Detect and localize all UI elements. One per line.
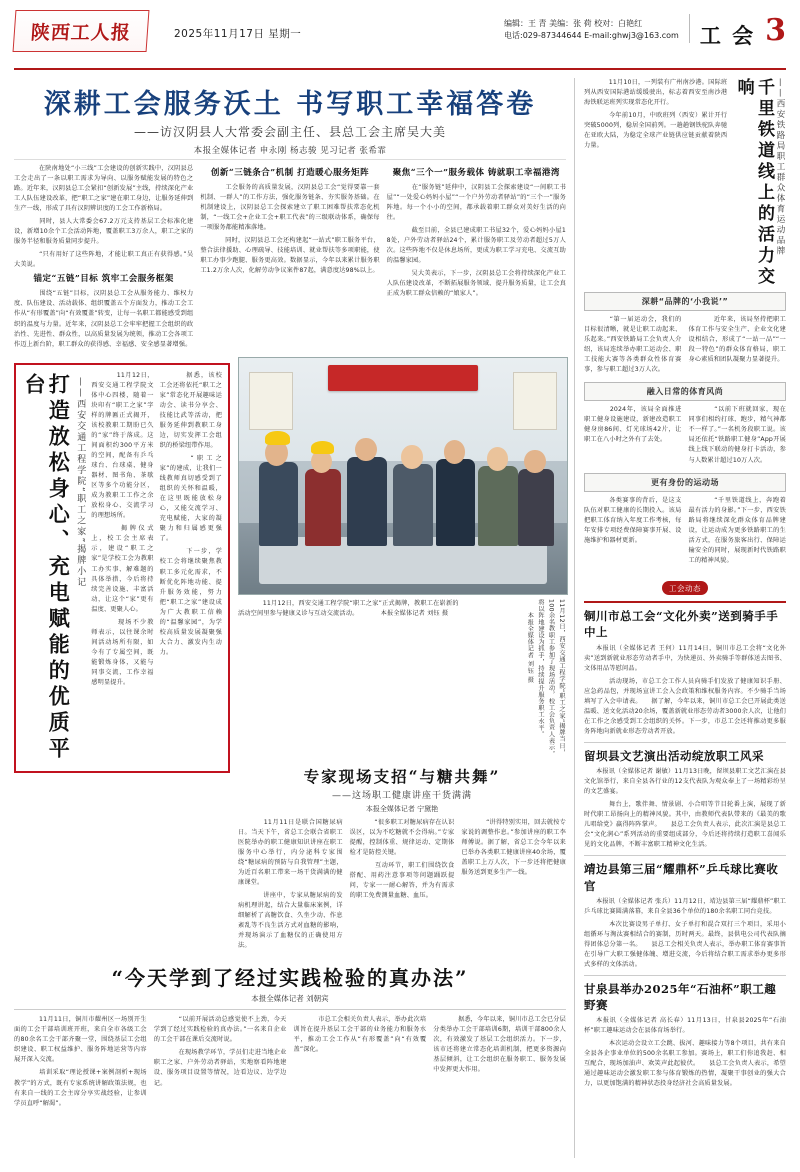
lead-c2-p2: 同时，汉阴县总工会还构建起“一站式”职工服务平台，整合法律援助、心理疏导、技能培训、就业帮扶等多项职能，使职工办事少跑腿、服务更高效。数据显示，今年以来累计服务职工1.2万余人次，化解劳动争议案件87起，满意度达98%以上。 — [200, 237, 380, 275]
feature-title: 打造放松身心、充电赋能的优质平台 — [22, 372, 72, 763]
lead-box1-title: 锚定“五链”目标 筑牢工会服务框架 — [33, 274, 174, 285]
news-byline: 本报讯（全媒体记者 谢敏）11月13日晚，留坝县职工文艺汇演在县文化馆举行，来自全县各行业的12支代表队为观众奉上了一场精彩纷呈的文艺盛宴。 — [584, 768, 786, 796]
masthead-right — [504, 14, 786, 50]
credits-line-1: 编辑：王 青 美编：张 荷 校对：白艳红 — [504, 19, 643, 28]
union-dynamics-badge: 工会动态 — [662, 581, 708, 595]
right-subhead-3: 更有身份的运动场 — [584, 473, 786, 492]
bottom-p3: “以前开展活动总感觉使不上劲，今天学到了经过实践检验的真办法。”一名来自企业的工会干部在课后交流时说。 — [153, 1016, 287, 1044]
photo-and-mid — [238, 357, 566, 955]
lead-headline: 深耕工会服务沃土 书写职工幸福答卷 — [43, 89, 537, 120]
news-body — [584, 897, 786, 970]
bottom-article-columns — [14, 1015, 566, 1111]
bottom-p5: 市总工会相关负责人表示，举办此次培训旨在提升基层工会干部的业务能力和服务水平，推动工会工作从“有形覆盖”向“有效覆盖”深化。 — [293, 1016, 427, 1054]
bottom-article-title: “今天学到了经过实践检验的真办法” — [111, 966, 469, 991]
right-subhead-2: 融入日常的体育风尚 — [584, 382, 786, 401]
lead-subheadline: ——访汉阴县人大常委会副主任、县总工会主席吴大美 — [133, 125, 446, 139]
main-column — [14, 78, 574, 1158]
right-top-article — [584, 78, 786, 288]
right-vertical-title-wrap — [733, 78, 786, 288]
divider-red — [584, 601, 786, 603]
mid-p1: 11月11日是联合国糖尿病日。当天下午，省总工会联合省职工医院举办的职工健康知识讲座在职工服务中心举行，内分泌科专家围绕“糖尿病的预防与自我管理”主题，为近百名职工带来一场干货满满的健康课堂。 — [238, 818, 343, 886]
newspaper-page — [0, 10, 800, 1172]
news-body — [584, 1016, 786, 1089]
news-title: 铜川市总工会“文化外卖”送到骑手手中上 — [584, 609, 779, 640]
news-byline: 本报讯（全媒体记者 张兵）11月12日，靖边县第三届“耀鼎杯”职工乒乓球比赛圆满落幕，来自全县36个单位的180余名职工同台竞技。 — [584, 897, 786, 915]
right-sec1-cols — [584, 315, 786, 378]
right-article-subtitle: ——西安铁路局职工群众体育运动品牌 — [775, 78, 785, 257]
lead-p1: 在陕南地处“小三线”工会建设的创新实践中，汉阴县总工会走出了一条以职工需求为导向、以服务赋能发展的特色之路。近年来，汉阴县总工会紧扣“创新发展”主线，持续深化产业工人队伍建设改革，把“职工之家”建在职工身边，让服务延伸到生产一线，形成了具有汉阴辨识度的工会工作新格局。 — [14, 165, 194, 213]
photo-person-head — [444, 440, 465, 464]
feature-p4: 据悉，该校工会还将依托“职工之家”常态化开展趣味运动会、读书分享会、技能比武等活动，把服务延伸到教职工身边，切实发挥工会组织的桥梁纽带作用。 — [159, 371, 222, 449]
dynamics-badge-row — [584, 576, 786, 596]
feature-p6: 下一步，学校工会将继续聚焦教职工多元化需求，不断优化阵地功能、提升服务效能，努力把“职工之家”建设成为广大教职工信赖的“温馨家园”，为学校高质量发展凝聚强大合力、激发内生动力。 — [159, 548, 222, 656]
photo-caption-row — [238, 599, 566, 759]
lead-c3-p2: 截至目前，全县已建成职工书屋32个，爱心妈妈小屋18处，户外劳动者驿站24个，累计服务职工及劳动者超过5万人次。这些阵地不仅是休息场所，更成为职工学习充电、交流互助的温馨家园。 — [386, 227, 566, 265]
news-title: 甘泉县举办2025年“石油杯”职工趣野赛 — [584, 981, 777, 1013]
bottom-col-3 — [294, 1015, 427, 1111]
right-p5: 2024年，该局全面推进职工健身设施建设，新建改造职工健身房86间、灯光球场42片，让职工在八小时之外有了去处。 — [584, 406, 682, 444]
bottom-p6: 据悉，今年以来，铜川市总工会已分层分类举办工会干部培训6期，培训干部800余人次，有效激发了基层工会组织活力。下一步，该市还将建立常态化培训机制，把更多资源向基层倾斜，让工会组织在服务职工、服务发展中发挥更大作用。 — [433, 1016, 566, 1074]
page-body — [14, 78, 786, 1158]
bottom-p1: 11月11日，铜川市耀州区一场别开生面的工会干部培训班开班，来自全市各级工会的80余名工会干部齐聚一堂，围绕基层工会组织建设、职工权益维护、服务阵地运营等内容展开深入交流。 — [14, 1016, 147, 1064]
lead-box3-title: 聚焦“三个一”服务载体 铸就职工幸福港湾 — [392, 168, 560, 178]
photo-person — [518, 469, 554, 547]
photo-person — [259, 462, 298, 547]
publication-date: 2025年11月17日 星期一 — [174, 28, 302, 40]
bottom-col-1 — [14, 1015, 147, 1111]
divider — [14, 1009, 566, 1010]
right-sec2-col1 — [584, 405, 682, 468]
right-p7: 各类赛事的背后，是这支队伍对职工健康的长期投入。该局把职工体育纳入年度工作考核，每年安排专项经费保障赛事开展、设施维护和器材更新。 — [584, 496, 682, 544]
mid-article-title: 专家现场支招“与糖共舞” — [303, 766, 501, 786]
mid-article-byline: 本报全媒体记者 宁黛艳 — [365, 804, 439, 813]
lead-article-columns — [14, 164, 566, 353]
mid-p3: “很多职工对糖尿病存在认识误区，以为不吃糖就不会得病。”专家提醒，控制体重、规律运动、定期体检才是防控关键。 — [349, 818, 455, 856]
photo-person — [393, 464, 432, 547]
news-body — [584, 767, 786, 850]
bottom-p2: 培训采取“理论授课+案例剖析+现场教学”的方式，既有专家系统讲解政策法规，也有来自一线的工会主席分享实战经验，让参训学员直呼“解渴”。 — [14, 1069, 147, 1107]
right-article-title: 千里铁道线上的活力交响 — [733, 78, 774, 288]
photo-poster-left — [249, 372, 294, 431]
photo-person — [347, 457, 386, 547]
photo-person — [478, 466, 517, 546]
photo-hard-hat — [311, 441, 334, 454]
news-text: 舞台上，歌伴舞、情景剧、小合唱等节目轮番上演，展现了新时代职工昂扬向上的精神风貌。其中，由教师代表队带来的《最美的歌儿唱给党》赢得阵阵掌声。 县总工会负责人表示，此次汇演是县总工会“文化润心”系列活动的重要组成部分，今后还将持续打造职工喜闻乐见的文化品牌，不断丰富职工精神文化生活。 — [584, 801, 786, 849]
mid-col-1 — [238, 818, 343, 955]
photo-red-banner — [328, 365, 479, 391]
right-column — [574, 78, 786, 1158]
photo-hard-hat — [265, 431, 290, 445]
right-p6: “以前下班就回家，现在同事们相约打球、跑步，精气神都不一样了。”一名机务段职工说。该局还依托“铁路职工健身”App开展线上线下联动的健身打卡活动，参与人数累计超过10万人次。 — [688, 406, 786, 464]
right-sec1-col1 — [584, 315, 682, 378]
lead-byline: 本报全媒体记者 申永刚 杨志骏 见习记者 张希霏 — [14, 144, 566, 160]
feature-p3: 现场不少教师表示，以往课余时间活动场所有限，如今有了专属空间，既能锻炼身体，又能与同事交流，工作幸福感明显提升。 — [91, 618, 154, 687]
lead-col3-text — [387, 183, 566, 300]
news-body — [584, 644, 786, 737]
lead-col-1 — [14, 164, 193, 353]
news-item — [584, 748, 786, 850]
bottom-article-byline: 本报全媒体记者 刘朝宾 — [251, 994, 329, 1004]
bottom-col-2 — [154, 1015, 287, 1111]
right-lead-p1: 11月10日，一列装有广州南沙港。国际班列从西安国际港站缓缓驶出，标志着西安至南沙港海铁联运班列实现常态化开行。 — [584, 79, 728, 107]
right-subhead-1: 深耕“品牌的‘小我说’” — [584, 292, 786, 311]
mid-p5: “讲得特别实用，回去就按专家说的调整作息。”参加讲座的职工李师傅说。据了解，省总工会今年以来已举办各类职工健康讲座40余场，覆盖职工上万人次，下一步还将把健康服务送到更多生产一线。 — [461, 818, 567, 876]
right-p8: “千里铁道线上，奔跑着最有活力的身影。”下一步，西安铁路局将继续深化群众体育品牌建设，让运动成为更多铁路职工的生活方式，在服务旅客出行、保障运输安全的同时，展现新时代铁路职工的精神风貌。 — [688, 496, 786, 564]
photo-person-head — [355, 438, 376, 462]
right-sec2-col2 — [689, 405, 787, 468]
newspaper-logo: 陕西工人报 — [13, 10, 150, 52]
masthead-credits — [504, 14, 690, 43]
event-photo — [238, 357, 568, 595]
masthead — [14, 10, 786, 70]
lead-c3-p3: 吴大美表示，下一步，汉阴县总工会将持续深化产业工人队伍建设改革，不断拓展服务领域、提升服务质量，让工会真正成为职工群众信赖的“娘家人”。 — [386, 270, 566, 298]
divider — [584, 855, 786, 856]
mid-article-columns — [238, 818, 566, 955]
news-byline: 本报讯（全媒体记者 高长春）11月13日，甘泉县2025年“石油杯”职工趣味运动会在县体育场举行。 — [584, 1017, 786, 1035]
lead-col-3 — [387, 164, 566, 353]
lead-c3-p1: 在“服务链”延伸中，汉阴县工会探索建设“一间职工书屋”“一处爱心妈妈小屋”“一个户外劳动者驿站”的“三个一”服务阵地。每一个小小的空间，都承载着职工群众对美好生活的向往。 — [386, 183, 566, 222]
section-name: 工 会 — [699, 23, 756, 48]
lead-p2: 同时，县人大常委会67.2万元支持基层工会标准化建设，新增10余个工会活动阵地，覆盖职工3万余人，职工之家的服务半径和服务质量同步提升。 — [14, 218, 194, 246]
feature-p2: 揭牌仪式上，校工会主席表示，建设“职工之家”是学校工会为教职工办实事、解难题的具体举措，今后将持续完善设施、丰富活动，让这个“家”更有温度、更聚人心。 — [91, 525, 154, 613]
feature-col-2 — [160, 371, 222, 765]
lead-c2-p1: 工会服务的高质量发展，汉阴县总工会“觉得要靠一套机制、一群人”的工作方法，强化服务链条、夯实服务基础。在机制建设上，汉阴县总工会探索建立了职工困难帮扶常态化机制，“一线工会+企业工会+职工代表”的三级联动体系，确保每一项服务都能精准落地。 — [200, 183, 380, 232]
feature-body — [87, 371, 222, 765]
photo-person-head — [524, 450, 545, 474]
photo-person-head — [401, 445, 422, 469]
photo-caption-block — [238, 599, 459, 759]
photo-poster-right — [513, 372, 558, 431]
news-item — [584, 861, 786, 970]
right-sec3-col1 — [584, 496, 682, 569]
right-p3: “第一届运动会，我们的目标很清晰，就是让职工动起来、乐起来。”西安铁路局工会负责人介绍，该局连续举办职工运动会、职工技能大赛等各类群众性体育赛事，参与职工超过3万人次。 — [584, 316, 682, 374]
mid-p2: 讲座中，专家从糖尿病的发病机理讲起，结合大量临床案例，详细解析了高糖饮食、久坐少动、作息紊乱等不良生活方式对血糖的影响，并现场演示了血糖仪的正确使用方法。 — [238, 891, 343, 950]
news-title: 留坝县文艺演出活动绽放职工风采 — [584, 749, 764, 763]
lead-box1-text — [14, 289, 193, 349]
right-lead-p2: 今年前10月，中欧班列（西安）累计开行突破5000列，稳居全国前列。一趟趟钢铁驼队奔驰在亚欧大陆，为稳定全球产业链供应链贡献着陕西力量。 — [584, 112, 728, 150]
right-lead-text — [584, 78, 727, 288]
photo-caption: 11月12日，西安交通工程学院“职工之家”正式揭牌，教职工在崭新的活动空间里参与健康义诊与互动交流活动。 本报全媒体记者 刘钰 摄 — [238, 599, 459, 617]
feature-p1: 11月12日，西安交通工程学院文体中心四楼，随着一块印有“职工之家”字样的牌匾正式揭开，该校教职工期盼已久的“家”终于落成。这间面积约300平方米的空间，配备有乒乓球台、台球桌、健身器材、图书角、茶歇区等多个功能分区，成为教职工工作之余放松身心、交流学习的理想场所。 — [91, 371, 154, 520]
right-sec1-col2 — [689, 315, 787, 378]
mid-col-2 — [350, 818, 455, 955]
mid-article-subtitle: ——这场职工健康讲座干货满满 — [331, 790, 472, 801]
feature-subtitle: ——西安交通工程学院“职工之家”揭牌小记 — [75, 376, 86, 588]
bottom-col-4 — [433, 1015, 566, 1111]
mid-p4: 互动环节，职工们围绕饮食搭配、用药注意事项等问题踊跃提问，专家一一耐心解答，并为有需求的职工免费测量血糖、血压。 — [349, 861, 455, 899]
photo-person-head — [487, 447, 508, 471]
feature-col-1 — [91, 371, 153, 765]
credits-line-2: 电话:029-87344644 E-mail:ghwj3@163.com — [504, 31, 679, 41]
news-title: 靖边县第三届“耀鼎杯”乒乓球比赛收官 — [584, 862, 779, 893]
news-byline: 本报讯（全媒体记者 王何）11月14日，铜川市总工会将“文化外卖”送到新就业形态劳动者手中，为快递员、外卖骑手等群体送去图书、文体用品等慰问品。 — [584, 644, 786, 672]
vertical-caption: 11月12日，西安交通工程学院“职工之家”揭牌当日，100余名教职工参加了现场活动，校工会负责人表示，将以阵地建设为抓手，持续提升服务职工水平。 本报全媒体记者 刘钰 摄 — [526, 598, 565, 757]
news-text: 活动现场，市总工会工作人员向骑手们发放了健康知识手册、应急药品包，并现场宣讲工会入会政策和维权服务内容。不少骑手当场填写了入会申请表。 据了解，今年以来，铜川市总工会已开展此类送温暖、送文化活动20余场，覆盖新就业形态劳动者3000余人次，让他们在工作之余感受到工会组织的关怀。下一步，市总工会还将推动更多服务阵地向新就业形态劳动者开放。 — [584, 677, 786, 735]
divider — [584, 742, 786, 743]
news-item — [584, 608, 786, 737]
lead-box2-title: 创新“三链条合”机制 打造暖心服务矩阵 — [210, 168, 370, 178]
page-number: 3 — [765, 13, 786, 48]
feature-photo-row — [14, 357, 566, 955]
news-text: 本次比赛设男子单打、女子单打和混合双打三个项目，采用小组循环与淘汰赛相结合的赛制，历时两天。最终，县供电公司代表队摘得团体总分第一名。 县总工会相关负责人表示，举办职工体育赛事旨在引导广大职工强健体魄、增进交流，今后将结合职工需求举办更多形式多样的文体活动。 — [584, 920, 786, 968]
lead-col2-text — [200, 183, 379, 276]
bottom-p4: 在现场教学环节，学员们走进当地企业职工之家、户外劳动者驿站，实地察看阵地建设、服务项目设置等情况，边看边议、边学边记。 — [153, 1049, 287, 1087]
feature-p5: “职工之家”的建成，让我们一线教师真切感受到了组织的关怀和温暖，在这里既能放松身心，又能交流学习、充电赋能，大家的凝聚力和归属感更强了。 — [159, 455, 222, 543]
vertical-caption-wrap — [466, 599, 566, 759]
lead-box1-p: 围绕“五链”目标，汉阴县总工会从服务能力、维权力度、队伍建设、活动载体、组织覆盖五个方面发力，推动工会工作从“有形覆盖”向“有效覆盖”转变，让每一名职工都能感受到组织的温度与力量。近年来，汉阴县总工会牢牢把握工会组织的政治性、先进性、群众性，以高质量发展为统领，推动工会各项工作迈上新台阶，职工群众的获得感、幸福感、安全感显著增强。 — [14, 290, 194, 348]
news-text: 本次运动会设立工会跳、拔河、趣味接力等8个项目，共有来自全县各企事业单位的500余名职工参加。赛场上，职工们你追我赶、相互配合，现场加油声、欢笑声此起彼伏。 县总工会负责人表示，希望通过趣味运动会激发职工参与体育锻炼的热情，凝聚干事创业的强大合力，以更加饱满的精神状态投身经济社会高质量发展。 — [584, 1040, 786, 1088]
feature-article — [14, 363, 230, 773]
mid-col-3 — [461, 818, 566, 955]
right-sec3-cols — [584, 496, 786, 569]
right-sec2-cols — [584, 405, 786, 468]
lead-p3: “只有用好了这些阵地，才能让职工真正有获得感。”吴大美说。 — [14, 251, 194, 269]
divider — [584, 975, 786, 976]
photo-person — [305, 469, 341, 547]
lead-col-2 — [200, 164, 379, 353]
right-p4: 近年来，该局坚持把职工体育工作与安全生产、企业文化建设相结合，形成了“一站一品”“一段一特色”的群众体育格局，职工身心素质和团队凝聚力显著提升。 — [688, 316, 786, 364]
news-item — [584, 981, 786, 1090]
photo-person — [436, 459, 475, 546]
right-sec3-col2 — [689, 496, 787, 569]
lead-col1-text — [14, 164, 193, 270]
